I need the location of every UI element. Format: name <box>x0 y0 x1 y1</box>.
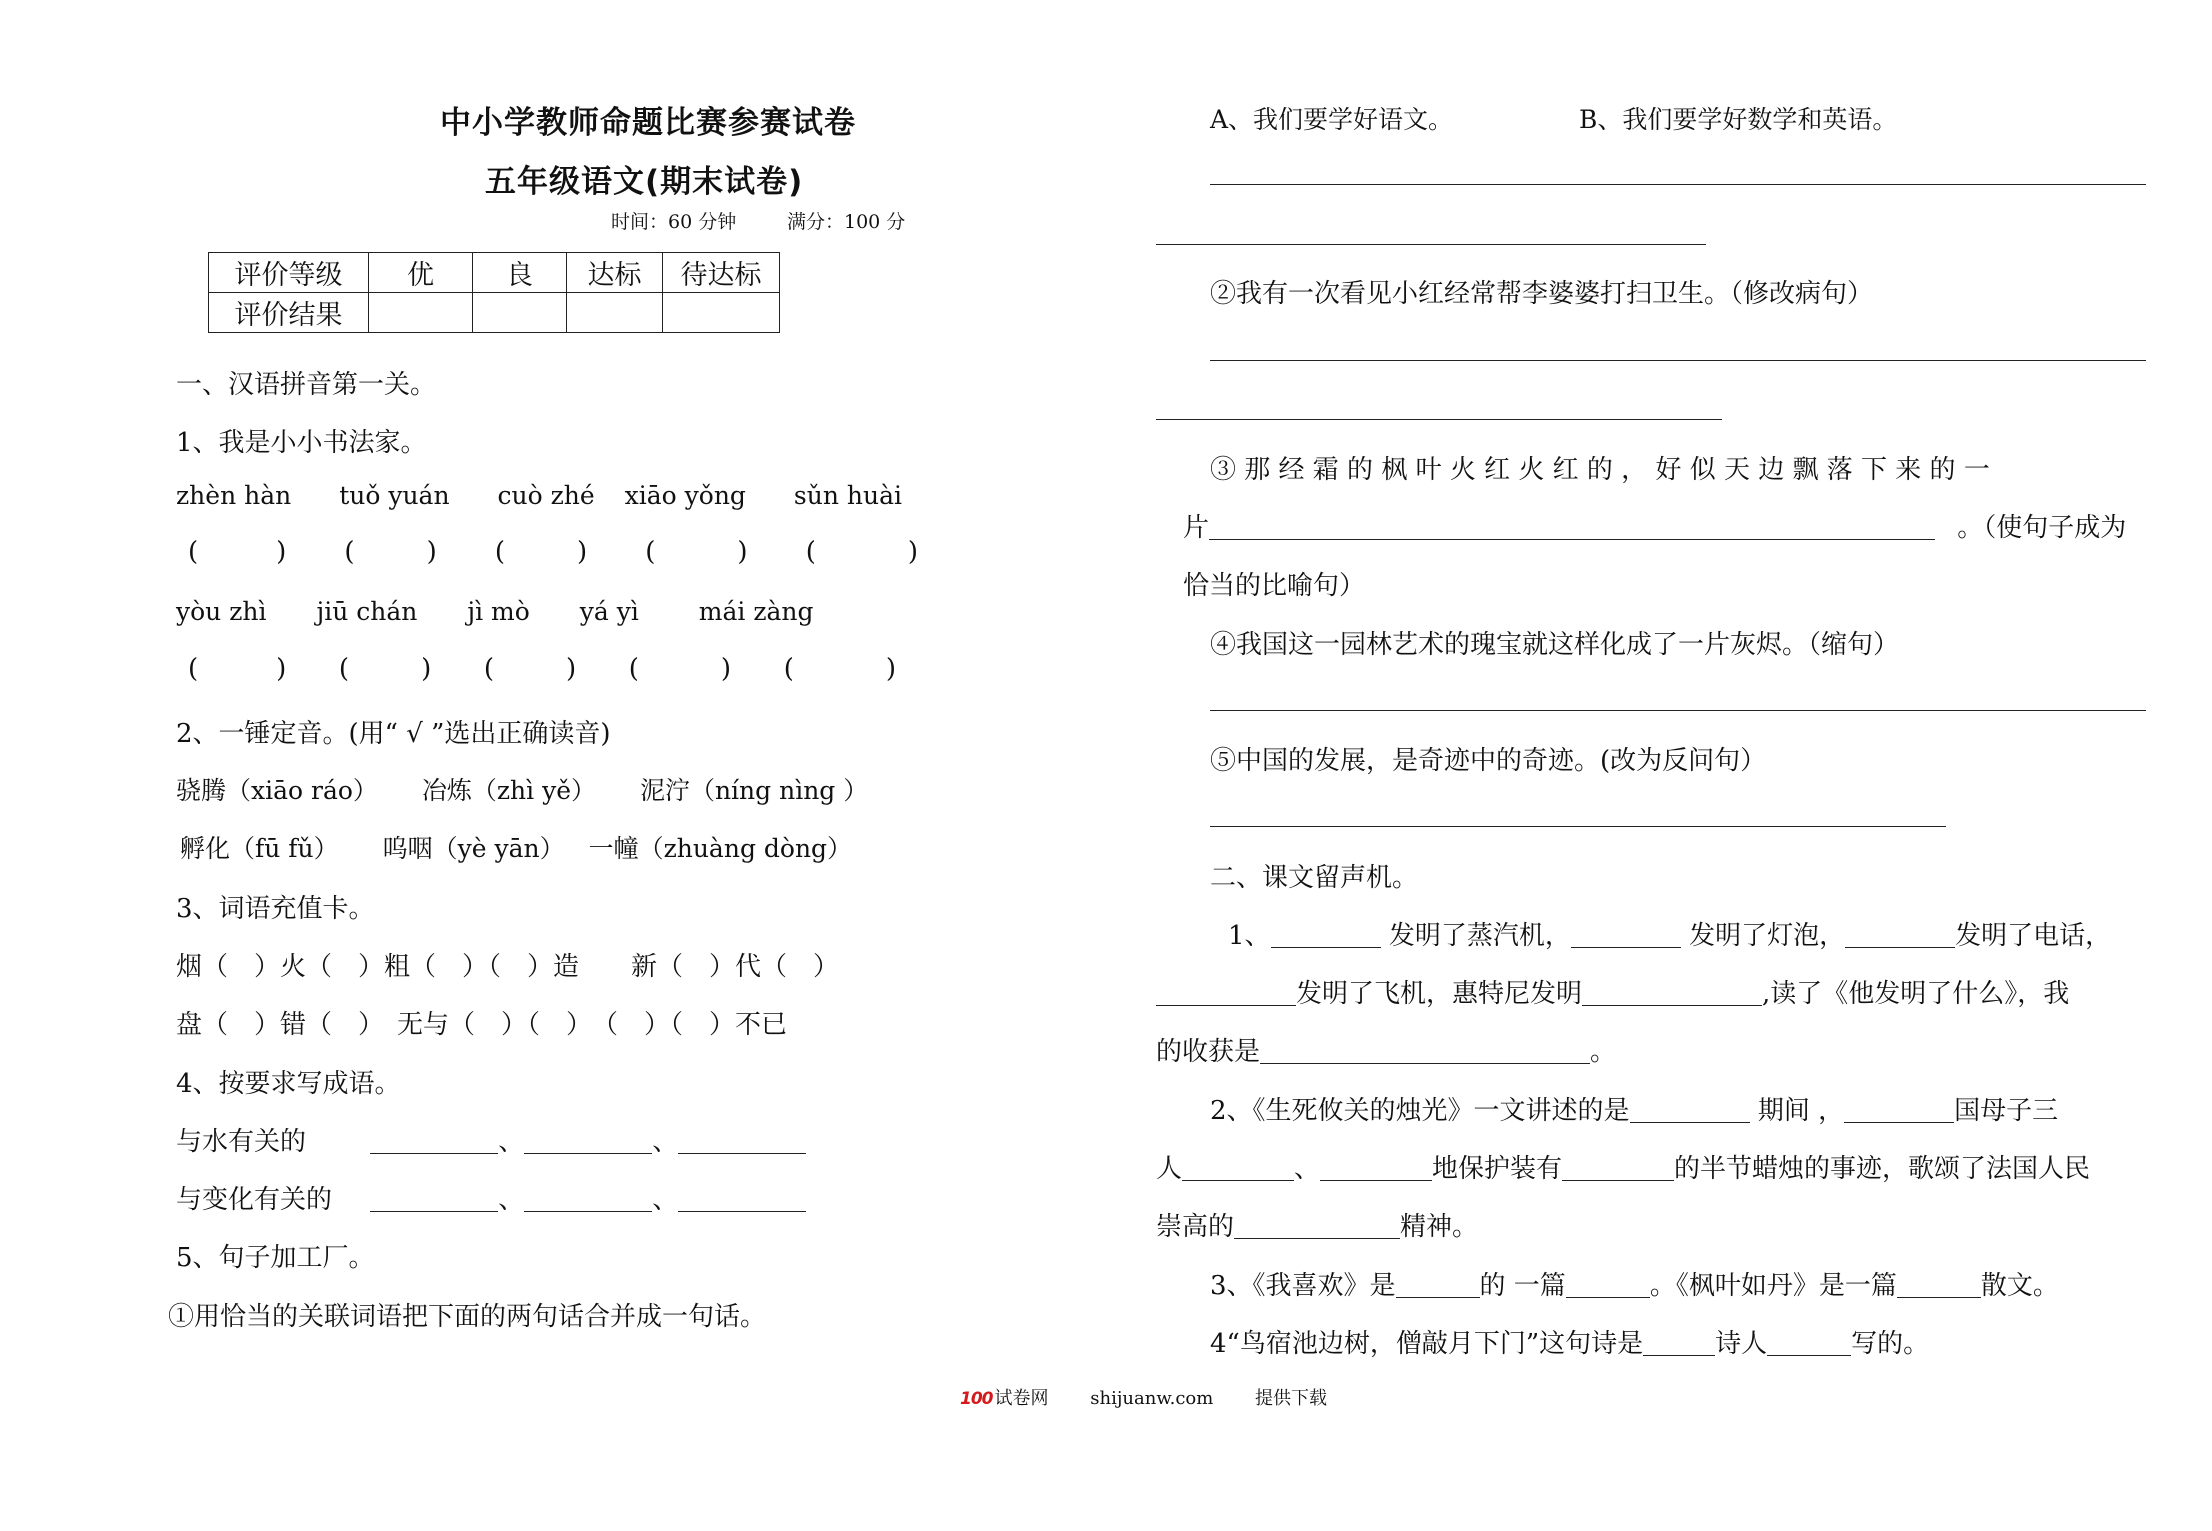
sentence-2: ②我有一次看见小红经常帮李婆婆打扫卫生。（修改病句） <box>1210 279 1874 309</box>
paren-group[interactable]: ( ) <box>783 654 896 684</box>
eval-result-cell[interactable] <box>567 293 663 333</box>
sentence-3-line-2[interactable]: 片 。（使句子成为 <box>1183 513 2127 543</box>
recall-1-line-3[interactable]: 的收获是 。 <box>1156 1037 1617 1067</box>
recall-2-line-3[interactable]: 崇高的 精神。 <box>1156 1212 1479 1242</box>
fill-blank[interactable] <box>1271 920 1381 948</box>
eval-cell: 良 <box>473 253 567 293</box>
eval-cell: 优 <box>369 253 473 293</box>
question-2-line-1[interactable] <box>176 771 868 807</box>
answer-line[interactable] <box>1156 244 1706 245</box>
paren-group[interactable]: ( ) <box>338 654 432 684</box>
paren-group[interactable]: ( ) <box>805 537 918 567</box>
answer-line[interactable] <box>1210 826 1946 827</box>
idiom-category-label: 与变化有关的 <box>176 1185 333 1215</box>
fill-blank[interactable] <box>1643 1328 1715 1356</box>
recall-3[interactable]: 3、《我喜欢》是 的 一篇 。《枫叶如丹》是一篇 散文。 <box>1210 1271 2059 1301</box>
fill-blank[interactable] <box>1845 920 1955 948</box>
reading-choice[interactable]: 冶炼（zhì yě） <box>421 776 596 805</box>
reading-choice[interactable]: 一幢（zhuàng dòng） <box>588 834 853 863</box>
eval-result-cell[interactable] <box>473 293 567 333</box>
footer-note: 提供下载 <box>1255 1388 1328 1409</box>
question-3-line-1[interactable]: 烟（ ）火（ ）粗（ ）（ ）造 新（ ）代（ ） <box>176 952 840 982</box>
paren-group[interactable]: ( ) <box>494 537 588 567</box>
reading-choice[interactable]: 骁腾（xiāo ráo） <box>176 776 378 805</box>
sentence-3-line-3: 恰当的比喻句） <box>1183 571 1366 601</box>
fill-blank[interactable] <box>1767 1328 1851 1356</box>
answer-line[interactable] <box>1156 419 1722 420</box>
pinyin-word: xiāo yǒng <box>624 481 746 510</box>
pinyin-word: zhèn hàn <box>176 481 292 510</box>
eval-cell: 达标 <box>567 253 663 293</box>
idiom-blank[interactable] <box>524 1126 652 1154</box>
fill-blank[interactable] <box>1182 1153 1294 1181</box>
exam-time: 时间：60 分钟 <box>611 211 737 233</box>
paren-group[interactable]: ( ) <box>628 654 732 684</box>
eval-result-cell[interactable] <box>663 293 780 333</box>
eval-cell: 评价结果 <box>209 293 369 333</box>
question-3: 3、词语充值卡。 <box>176 894 375 924</box>
answer-parens-row-1[interactable] <box>188 537 918 567</box>
pinyin-word: yá yì <box>579 597 639 626</box>
idiom-category-label: 与水有关的 <box>176 1127 307 1157</box>
pinyin-row-2 <box>176 597 814 626</box>
fill-blank[interactable] <box>1234 1211 1400 1239</box>
exam-score: 满分：100 分 <box>787 211 906 233</box>
pinyin-row-1 <box>176 481 902 510</box>
pinyin-word: tuǒ yuán <box>339 481 450 510</box>
fill-blank[interactable] <box>1156 978 1296 1006</box>
fill-blank[interactable] <box>1582 978 1762 1006</box>
sentence-option-b: B、我们要学好数学和英语。 <box>1579 105 1898 134</box>
question-3-line-2[interactable]: 盘（ ）错（ ） 无与（ ）（ ） （ ）（ ）不已 <box>176 1010 788 1040</box>
eval-cell: 待达标 <box>663 253 780 293</box>
eval-result-cell[interactable] <box>369 293 473 333</box>
pinyin-word: cuò zhé <box>497 481 595 510</box>
paren-group[interactable]: ( ) <box>344 537 437 567</box>
paren-group[interactable]: ( ) <box>483 654 577 684</box>
simile-blank[interactable] <box>1209 512 1935 540</box>
evaluation-table <box>208 252 780 333</box>
fill-blank[interactable] <box>1260 1036 1590 1064</box>
sentence-4: ④我国这一园林艺术的瑰宝就这样化成了一片灰烬。（缩句） <box>1210 630 1900 660</box>
reading-choice[interactable]: 泥泞（níng nìng ） <box>639 776 869 805</box>
answer-parens-row-2[interactable] <box>188 654 896 684</box>
pinyin-word: sǔn huài <box>793 481 902 510</box>
answer-line[interactable] <box>1210 184 2146 185</box>
exam-title: 中小学教师命题比赛参赛试卷 <box>440 105 856 141</box>
idiom-blank[interactable] <box>678 1126 806 1154</box>
pinyin-word: jiū chán <box>316 597 418 626</box>
footer-site-name: 试卷网 <box>994 1388 1049 1409</box>
recall-1-line-2[interactable]: 发明了飞机，惠特尼发明 ,读了《他发明了什么》，我 <box>1156 973 2069 1010</box>
idiom-blank[interactable] <box>524 1184 652 1212</box>
section-1-heading: 一、汉语拼音第一关。 <box>176 370 437 400</box>
question-2: 2、一锤定音。(用“ √ ”选出正确读音) <box>176 719 611 749</box>
paren-group[interactable]: ( ) <box>645 537 748 567</box>
pinyin-word: jì mò <box>467 597 530 626</box>
idiom-blank[interactable] <box>370 1126 498 1154</box>
pinyin-word: yòu zhì <box>176 597 267 626</box>
fill-blank[interactable] <box>1566 1270 1650 1298</box>
page-footer <box>960 1384 1327 1410</box>
fill-blank[interactable] <box>1897 1270 1981 1298</box>
pinyin-word: mái zàng <box>698 597 814 626</box>
footer-domain[interactable]: shijuanw.com <box>1090 1388 1214 1409</box>
fill-blank[interactable] <box>1320 1153 1432 1181</box>
recall-2-line-2[interactable]: 人 、 地保护装有 的半节蜡烛的事迹，歌颂了法国人民 <box>1156 1154 2091 1184</box>
reading-choice[interactable]: 孵化（fū fǔ） <box>180 834 339 863</box>
question-4-line-2[interactable]: 与变化有关的 、 、 <box>176 1179 806 1216</box>
recall-2-line-1[interactable]: 2、《生死攸关的烛光》一文讲述的是 期间 ， 国母子三 <box>1210 1096 2059 1126</box>
fill-blank[interactable] <box>1562 1153 1674 1181</box>
evaluation-row-result <box>209 293 780 333</box>
recall-4[interactable]: 4“鸟宿池边树，僧敲月下门”这句诗是 诗人 写的。 <box>1210 1329 1930 1359</box>
question-1: 1、我是小小书法家。 <box>176 428 427 458</box>
idiom-blank[interactable] <box>370 1184 498 1212</box>
sentence-5: ⑤中国的发展，是奇迹中的奇迹。(改为反问句） <box>1210 746 1767 776</box>
fill-blank[interactable] <box>1396 1270 1480 1298</box>
question-5: 5、句子加工厂。 <box>176 1243 375 1273</box>
fill-blank[interactable] <box>1630 1095 1750 1123</box>
evaluation-row-grade <box>209 253 780 293</box>
question-4: 4、按要求写成语。 <box>176 1069 401 1099</box>
site-logo-icon: 100 <box>960 1389 993 1409</box>
paren-group[interactable]: ( ) <box>188 537 287 567</box>
question-5-part-1: ①用恰当的关联词语把下面的两句话合并成一句话。 <box>168 1302 767 1332</box>
sentence-option-a: A、我们要学好语文。 <box>1210 105 1454 134</box>
answer-line[interactable] <box>1210 360 2146 361</box>
paren-group[interactable]: ( ) <box>188 654 287 684</box>
idiom-blank[interactable] <box>678 1184 806 1212</box>
question-2-line-2[interactable] <box>180 829 852 865</box>
fill-blank[interactable] <box>1571 920 1681 948</box>
recall-1-line-1[interactable]: 1、 发明了蒸汽机， 发明了灯泡， 发明了电话， <box>1228 921 2112 951</box>
question-4-line-1[interactable]: 与水有关的 、 、 <box>176 1121 806 1158</box>
eval-cell: 评价等级 <box>209 253 369 293</box>
reading-choice[interactable]: 呜咽（yè yān） <box>382 834 565 863</box>
section-2-heading: 二、课文留声机。 <box>1210 863 1419 893</box>
answer-line[interactable] <box>1210 710 2146 711</box>
exam-subtitle: 五年级语文(期末试卷) <box>485 164 804 200</box>
fill-blank[interactable] <box>1844 1095 1954 1123</box>
sentence-3-line-1: ③ 那 经 霜 的 枫 叶 火 红 火 红 的 ， 好 似 天 边 飘 落 下 来 的 一 <box>1210 455 1990 485</box>
